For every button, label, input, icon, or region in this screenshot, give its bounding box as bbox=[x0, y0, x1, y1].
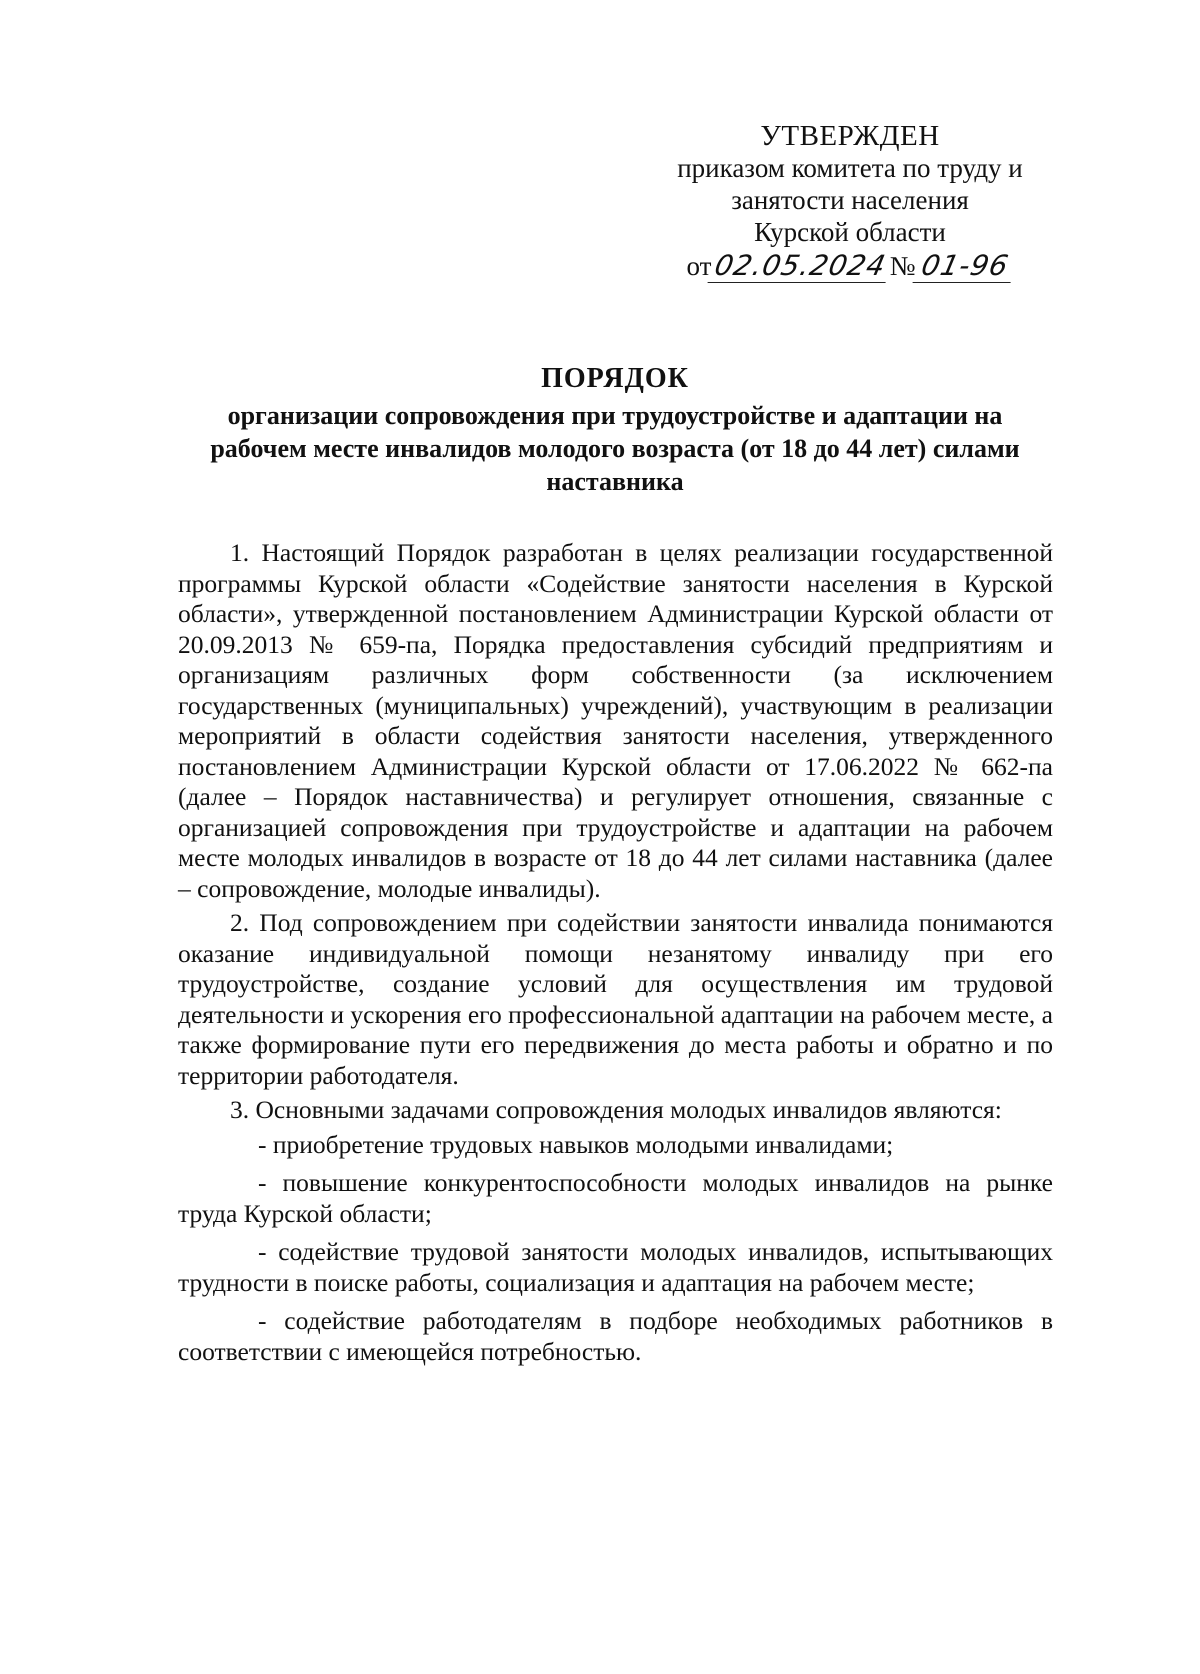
title-main: ПОРЯДОК bbox=[541, 363, 689, 394]
approval-line-1: приказом комитета по труду и bbox=[677, 153, 1023, 183]
paragraph-1: 1. Настоящий Порядок разработан в целях реализации государственной программы Курской области «Содействие занятости населения в Курской области», утвержденной постановлением Администрации Курской области от 20.09.2013 № 659-па, Порядка предоставления субсидий предприятиям и организациям различных форм собственности (за исключением государственных (муниципальных) учреждений), участвующим в реализации мероприятий в области содействия занятости населения, утвержденного постановлением Администрации Курской области от 17.06.2022 № 662-па (далее – Порядок наставничества) и регулирует отношения, связанные с организацией сопровождения при трудоустройстве и адаптации на рабочем месте молодых инвалидов в возрасте от 18 до 44 лет силами наставника (далее – сопровождение, молодые инвалиды). bbox=[178, 538, 1053, 903]
number-prefix: № bbox=[889, 251, 916, 281]
handwritten-number: 01-96 bbox=[912, 250, 1017, 283]
title-subtitle-line-1: организации сопровождения при трудоустройстве и адаптации на bbox=[227, 401, 1003, 430]
document-body bbox=[178, 538, 1053, 1375]
list-item: - повышение конкурентоспособности молодых инвалидов на рынке труда Курской области; bbox=[178, 1168, 1053, 1228]
list-item: - содействие работодателям в подборе необходимых работников в соответствии с имеющейся потребностью. bbox=[178, 1306, 1053, 1366]
approval-date-line bbox=[640, 250, 1060, 283]
title-subtitle-line-2: рабочем месте инвалидов молодого возраста (от 18 до 44 лет) силами bbox=[210, 434, 1020, 463]
paragraph-2: 2. Под сопровождением при содействии занятости инвалида понимаются оказание индивидуальной помощи незанятому инвалиду при его трудоустройстве, создание условий для осуществления им трудовой деятельности и ускорения его профессиональной адаптации на рабочем месте, а также формирование пути его передвижения до места работы и обратно и по территории работодателя. bbox=[178, 908, 1053, 1090]
handwritten-date: 02.05.2024 bbox=[708, 250, 893, 283]
approval-block bbox=[640, 120, 1060, 283]
approval-line-3: Курской области bbox=[754, 217, 946, 247]
approval-line-2: занятости населения bbox=[731, 185, 969, 215]
list-item: - содействие трудовой занятости молодых инвалидов, испытывающих трудности в поиске работы, социализация и адаптация на рабочем месте; bbox=[178, 1237, 1053, 1297]
approval-heading: УТВЕРЖДЕН bbox=[760, 120, 940, 152]
date-prefix: от bbox=[686, 251, 712, 281]
paragraph-3: 3. Основными задачами сопровождения молодых инвалидов являются: bbox=[230, 1095, 1002, 1124]
document-title bbox=[150, 362, 1080, 498]
title-subtitle-line-3: наставника bbox=[546, 467, 684, 496]
list-item: - приобретение трудовых навыков молодыми инвалидами; bbox=[258, 1129, 894, 1159]
